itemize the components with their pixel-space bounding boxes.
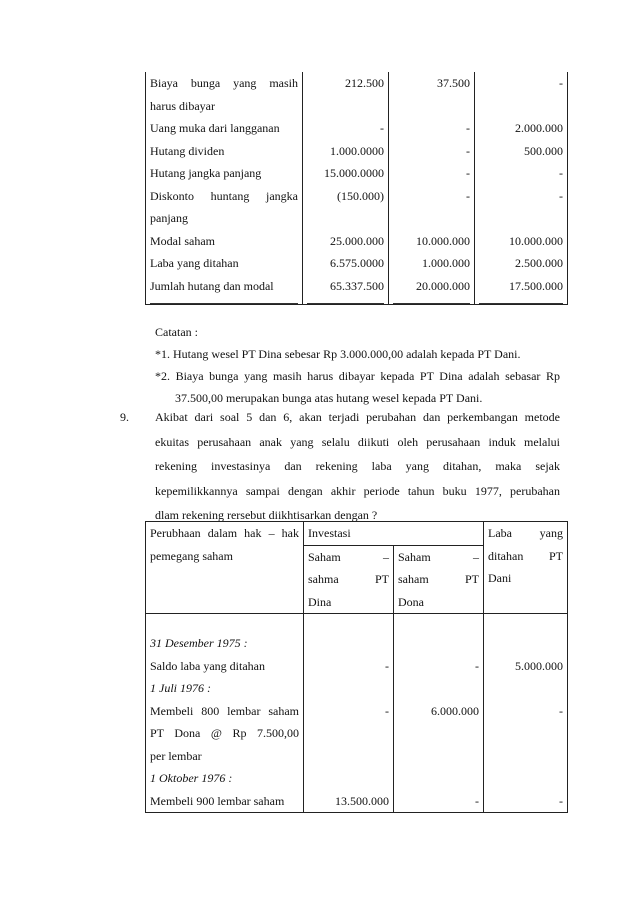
row-label-line: Jumlah hutang dan modal [150,278,274,293]
entry-value [488,632,563,655]
row-value: 37.500 [389,72,475,117]
row-label-line: harus dibayar [150,98,215,113]
row-value: - [389,185,475,230]
row-label-line: Modal saham [150,233,215,248]
question-line: rekening investasinya dan rekening laba yang ditahan, maka sejak [155,459,560,473]
spacer [488,745,563,768]
body-labels [146,614,304,813]
row-value: - [475,185,568,230]
spacer [488,722,563,745]
question-text [155,405,560,528]
entry-label: PT Dona @ Rp 7.500,00 [150,726,299,740]
row-label-line: panjang [150,211,188,225]
row-label [146,162,303,185]
underline-row [146,297,568,305]
row-label-line: Biaya bunga yang masih [150,76,298,90]
entry-value: 6.000.000 [431,703,479,718]
question-line: Akibat dari soal 5 dan 6, akan terjadi perubahan dan perkembangan metode [155,410,560,424]
balance-sheet-table [145,72,568,305]
spacer [398,745,479,768]
row-label-line: Diskonto huntang jangka [150,188,298,203]
question-line: kepemilikkannya sampai dengan akhir periode tahun buku 1977, perubahan [155,483,560,498]
table-row [146,230,568,253]
question-number: 9. [120,410,129,424]
notes-title: Catatan : [155,325,198,339]
entry-value: 5.000.000 [515,658,563,673]
entry-label: Membeli 800 lembar saham [150,703,299,718]
row-label-line: Laba yang ditahan [150,256,239,270]
entry-value: - [475,793,479,808]
table-row [146,162,568,185]
entry-label: Saldo laba yang ditahan [150,658,265,673]
date-heading: 31 Desember 1975 : [150,636,248,650]
subheader-dina: Saham – sahma PT Dina [304,545,394,614]
header-changes: Perubhaan dalam hak – hak pemegang saham [146,522,304,614]
entry-label: Membeli 900 lembar saham [150,793,285,808]
entry-value: 13.500.000 [335,793,389,808]
entry-value [488,677,563,700]
entry-value [308,767,389,790]
body-laba-values [484,614,568,813]
row-label-line: Uang muka dari langganan [150,121,280,135]
row-label-line: Hutang dividen [150,143,225,158]
row-label [146,72,303,117]
header-row [146,522,568,546]
row-value: 212.500 [303,72,389,117]
body-row [146,614,568,813]
question-line: ekuitas perusahaan anak yang selalu diikuti oleh perusahaan induk melalui [155,434,560,449]
date-heading: 1 Oktober 1976 : [150,771,233,785]
entry-value [488,767,563,790]
subheader-dona: Saham – saham PT Dona [394,545,484,614]
row-label [146,140,303,163]
row-value: 20.000.000 [389,275,475,298]
equity-changes-table [145,521,568,813]
row-value: 10.000.000 [475,230,568,253]
entry-label: per lembar [150,748,202,763]
note-2-line-2: 37.500,00 merupakan bunga atas hutang wesel kepada PT Dani. [175,391,483,405]
entry-value [308,632,389,655]
entry-value: - [559,703,563,718]
row-value: 1.000.000 [389,252,475,275]
row-label [146,230,303,253]
row-value: 17.500.000 [475,275,568,298]
row-value: 25.000.000 [303,230,389,253]
row-value: - [475,162,568,185]
entry-value: - [385,658,389,673]
table-row [146,140,568,163]
entry-value [398,677,479,700]
entry-value [308,677,389,700]
row-value: - [303,117,389,140]
table-row [146,72,568,117]
row-value: 65.337.500 [303,275,389,298]
entry-value: - [559,793,563,808]
row-value: 15.000.0000 [303,162,389,185]
row-value: - [389,162,475,185]
header-laba: Laba yang ditahan PT Dani [484,522,568,614]
table-row [146,252,568,275]
body-dona-values [394,614,484,813]
header-investasi: Investasi [304,522,484,546]
date-heading: 1 Juli 1976 : [150,681,211,695]
spacer [308,722,389,745]
table-row [146,117,568,140]
spacer [308,745,389,768]
row-value: - [389,117,475,140]
row-value: 2.500.000 [475,252,568,275]
row-label [146,117,303,140]
row-value: 10.000.000 [389,230,475,253]
question-line: dlam rekening rersebut diikhtisarkan dengan ? [155,508,378,522]
entry-value: - [385,703,389,718]
body-dina-values [304,614,394,813]
entry-value [398,632,479,655]
table-row [146,185,568,230]
entry-value: - [475,658,479,673]
spacer [398,722,479,745]
row-label-line: Hutang jangka panjang [150,166,262,180]
row-value: (150.000) [303,185,389,230]
row-value: 500.000 [475,140,568,163]
row-value: - [475,72,568,117]
row-label [146,185,303,230]
row-value: 1.000.0000 [303,140,389,163]
entry-value [398,767,479,790]
note-1: *1. Hutang wesel PT Dina sebesar Rp 3.000.000,00 adalah kepada PT Dani. [155,347,521,361]
row-value: 6.575.0000 [303,252,389,275]
row-label [146,252,303,275]
note-2-line-1: *2. Biaya bunga yang masih harus dibayar kepada PT Dina adalah sebasar Rp [155,369,560,383]
row-value: 2.000.000 [475,117,568,140]
row-value: - [389,140,475,163]
